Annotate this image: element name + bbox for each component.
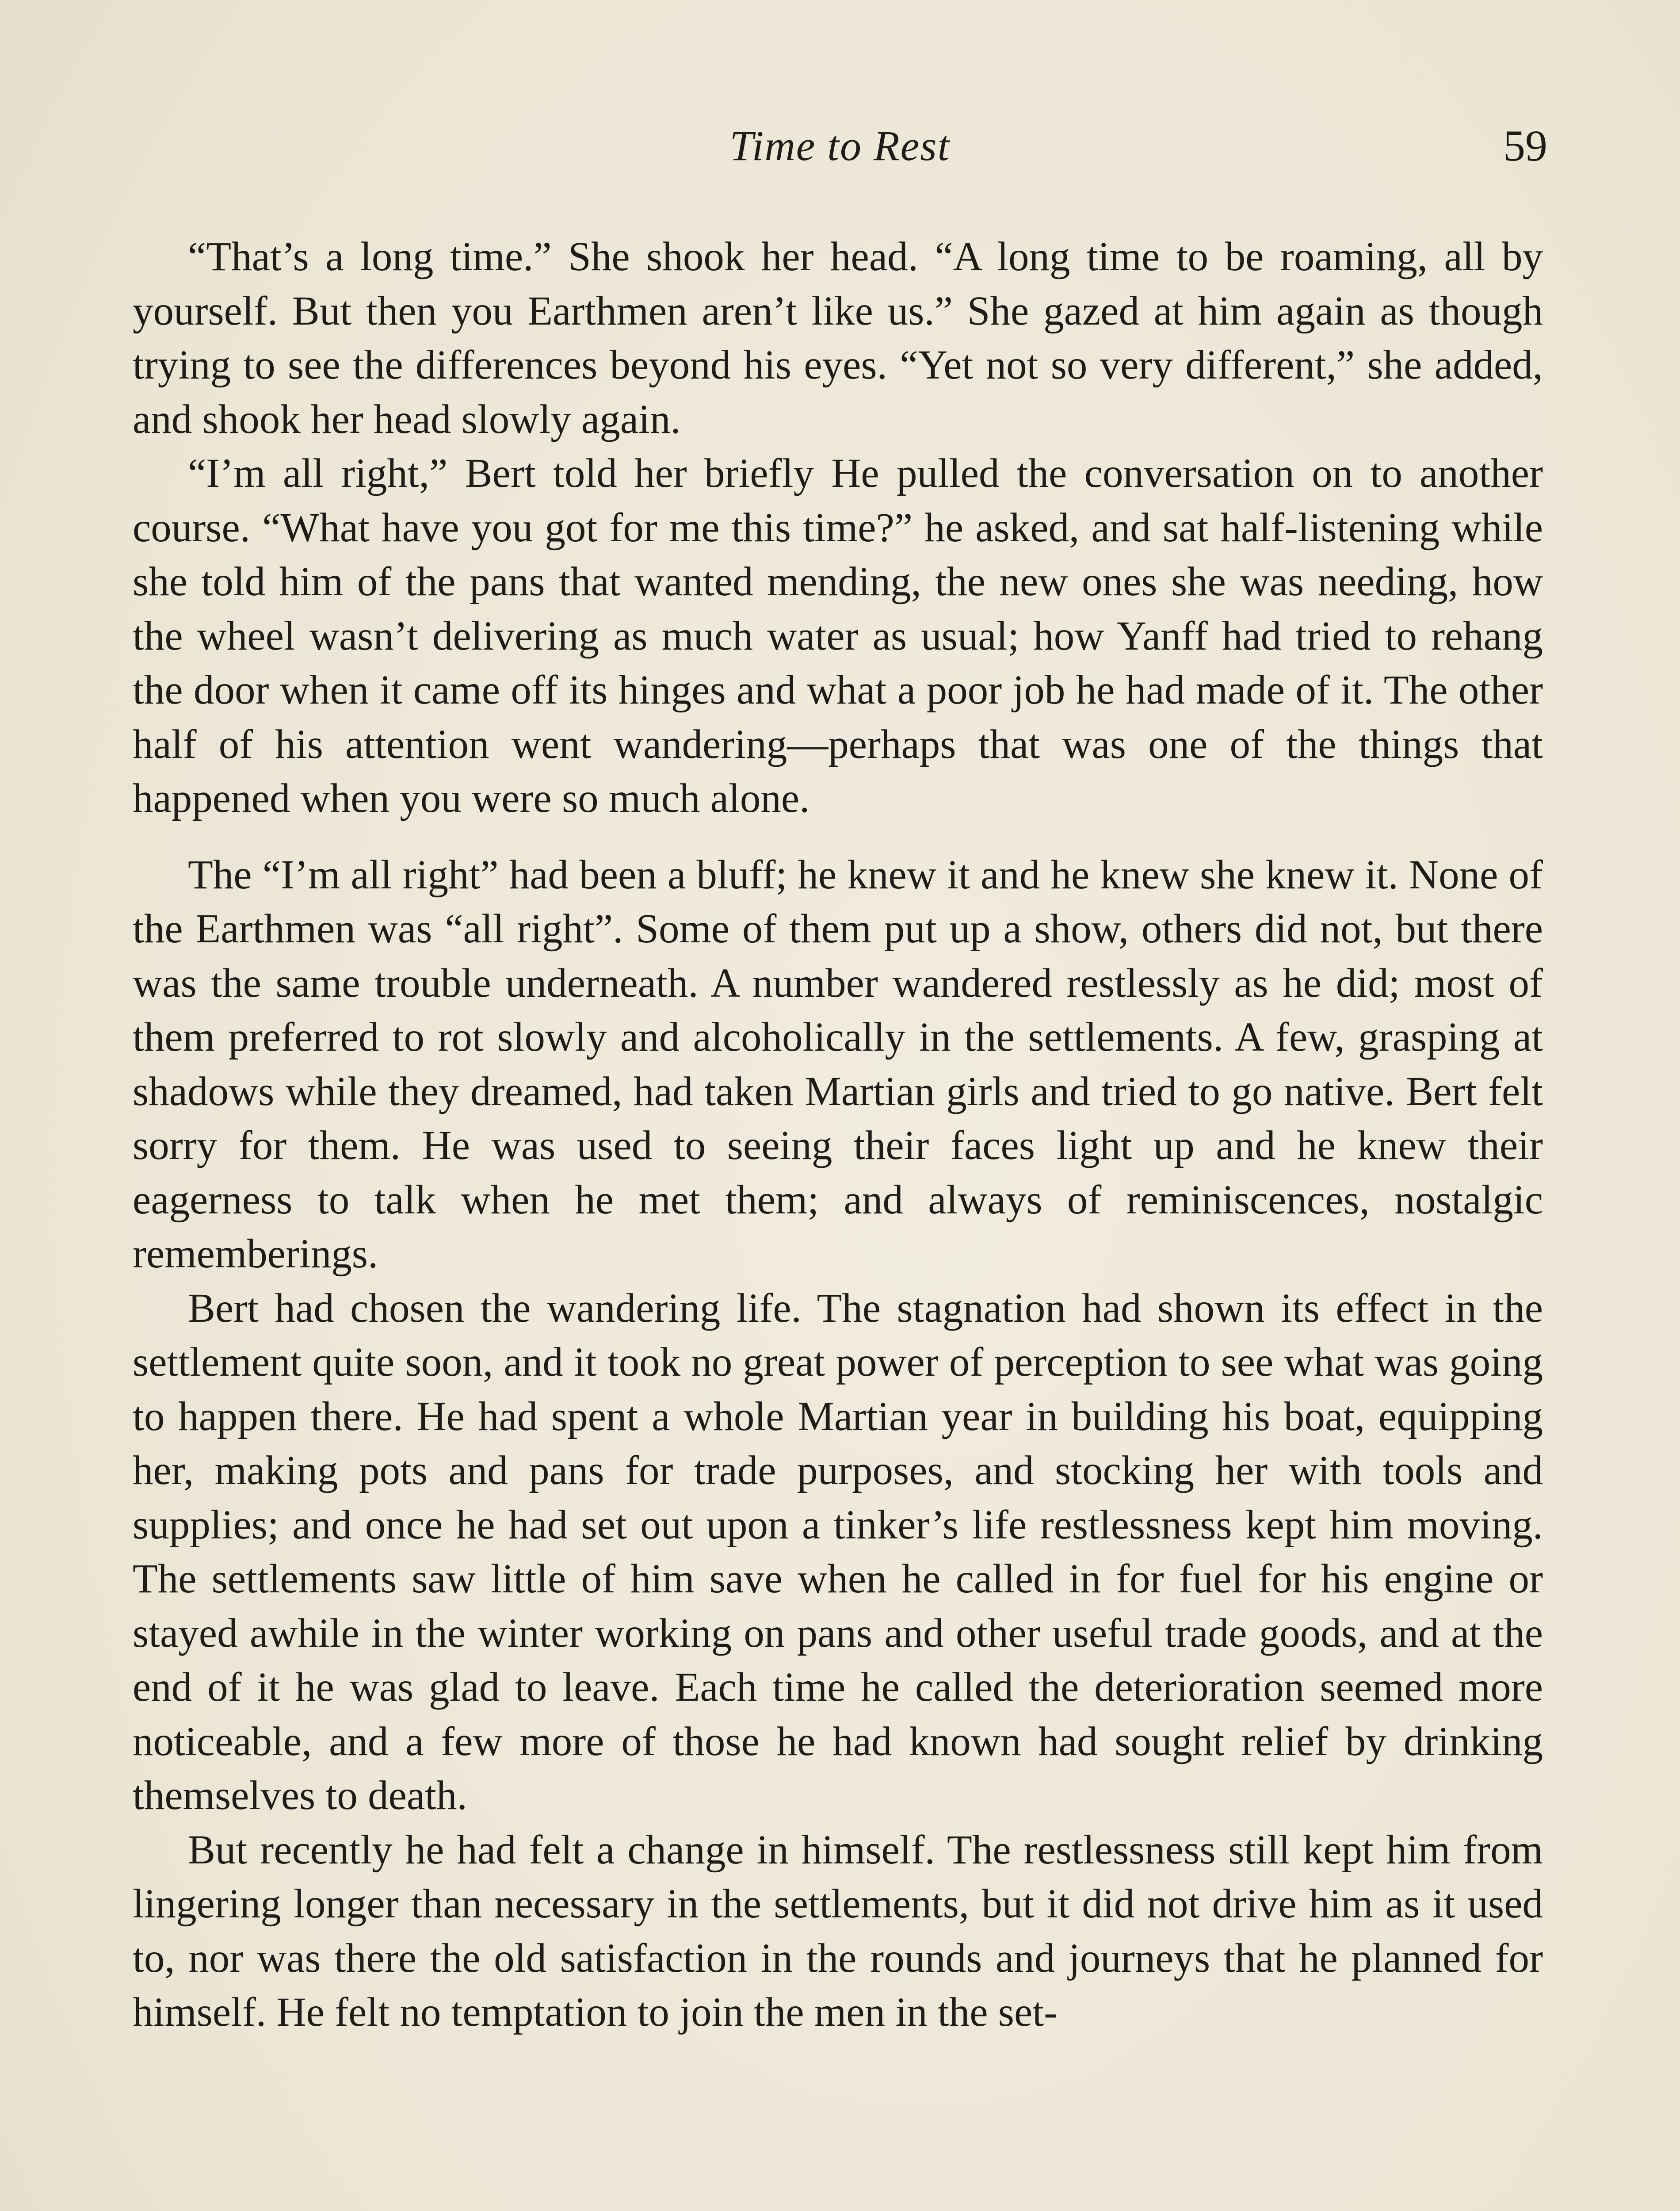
page-header	[133, 115, 1547, 177]
paragraph-4: Bert had chosen the wandering life. The stagnation had shown its effect in the settlement quite soon, and it took no great power of perception to see what was going to happen there. He had spent a whole Martian year in building his boat, equipping her, making pots and pans for trade purposes, and stocking her with tools and supplies; and once he had set out upon a tinker’s life restlessness kept him moving. The settlements saw little of him save when he called in for fuel for his engine or stayed awhile in the winter working on pans and other useful trade goods, and at the end of it he was glad to leave. Each time he called the deterioration seemed more noticeable, and a few more of those he had known had sought relief by drinking themselves to death.	[133, 1285, 1543, 1818]
paragraph-5: But recently he had felt a change in himself. The restlessness still kept him from lingering longer than necessary in the settlements, but it did not drive him as it used to, nor was there the old satisfaction in the rounds and journeys that he planned for himself. He felt no temptation to join the men in the set-	[133, 1827, 1543, 2035]
paragraph-2: “I’m all right,” Bert told her briefly He pulled the conversation on to another course. “What have you got for me this time?” he asked, and sat half-listening while she told him of the pans that wanted mending, the new ones she was needing, how the wheel wasn’t delivering as much water as usual; how Yanff had tried to rehang the door when it came off its hinges and what a poor job he had made of it. The other half of his attention went wandering—perhaps that was one of the things that happened when you were so much alone.	[133, 451, 1543, 821]
paragraph-1: “That’s a long time.” She shook her head. “A long time to be roaming, all by yourself. But then you Earthmen aren’t like us.” She gazed at him again as though trying to see the differences beyond his eyes. “Yet not so very different,” she added, and shook her head slowly again.	[133, 234, 1543, 442]
page-number: 59	[1503, 121, 1547, 170]
paragraph-3: The “I’m all right” had been a bluff; he knew it and he knew she knew it. None of the Earthmen was “all right”. Some of them put up a show, others did not, but there was the same trouble underneath. A number wandered restlessly as he did; most of them preferred to rot slowly and alcoholically in the settlements. A few, grasping at shadows while they dreamed, had taken Martian girls and tried to go native. Bert felt sorry for them. He was used to seeing their faces light up and he knew their eagerness to talk when he met them; and always of reminiscences, nostalgic rememberings.	[133, 852, 1543, 1277]
body-text	[133, 230, 1543, 2040]
running-head: Time to Rest	[729, 122, 951, 169]
